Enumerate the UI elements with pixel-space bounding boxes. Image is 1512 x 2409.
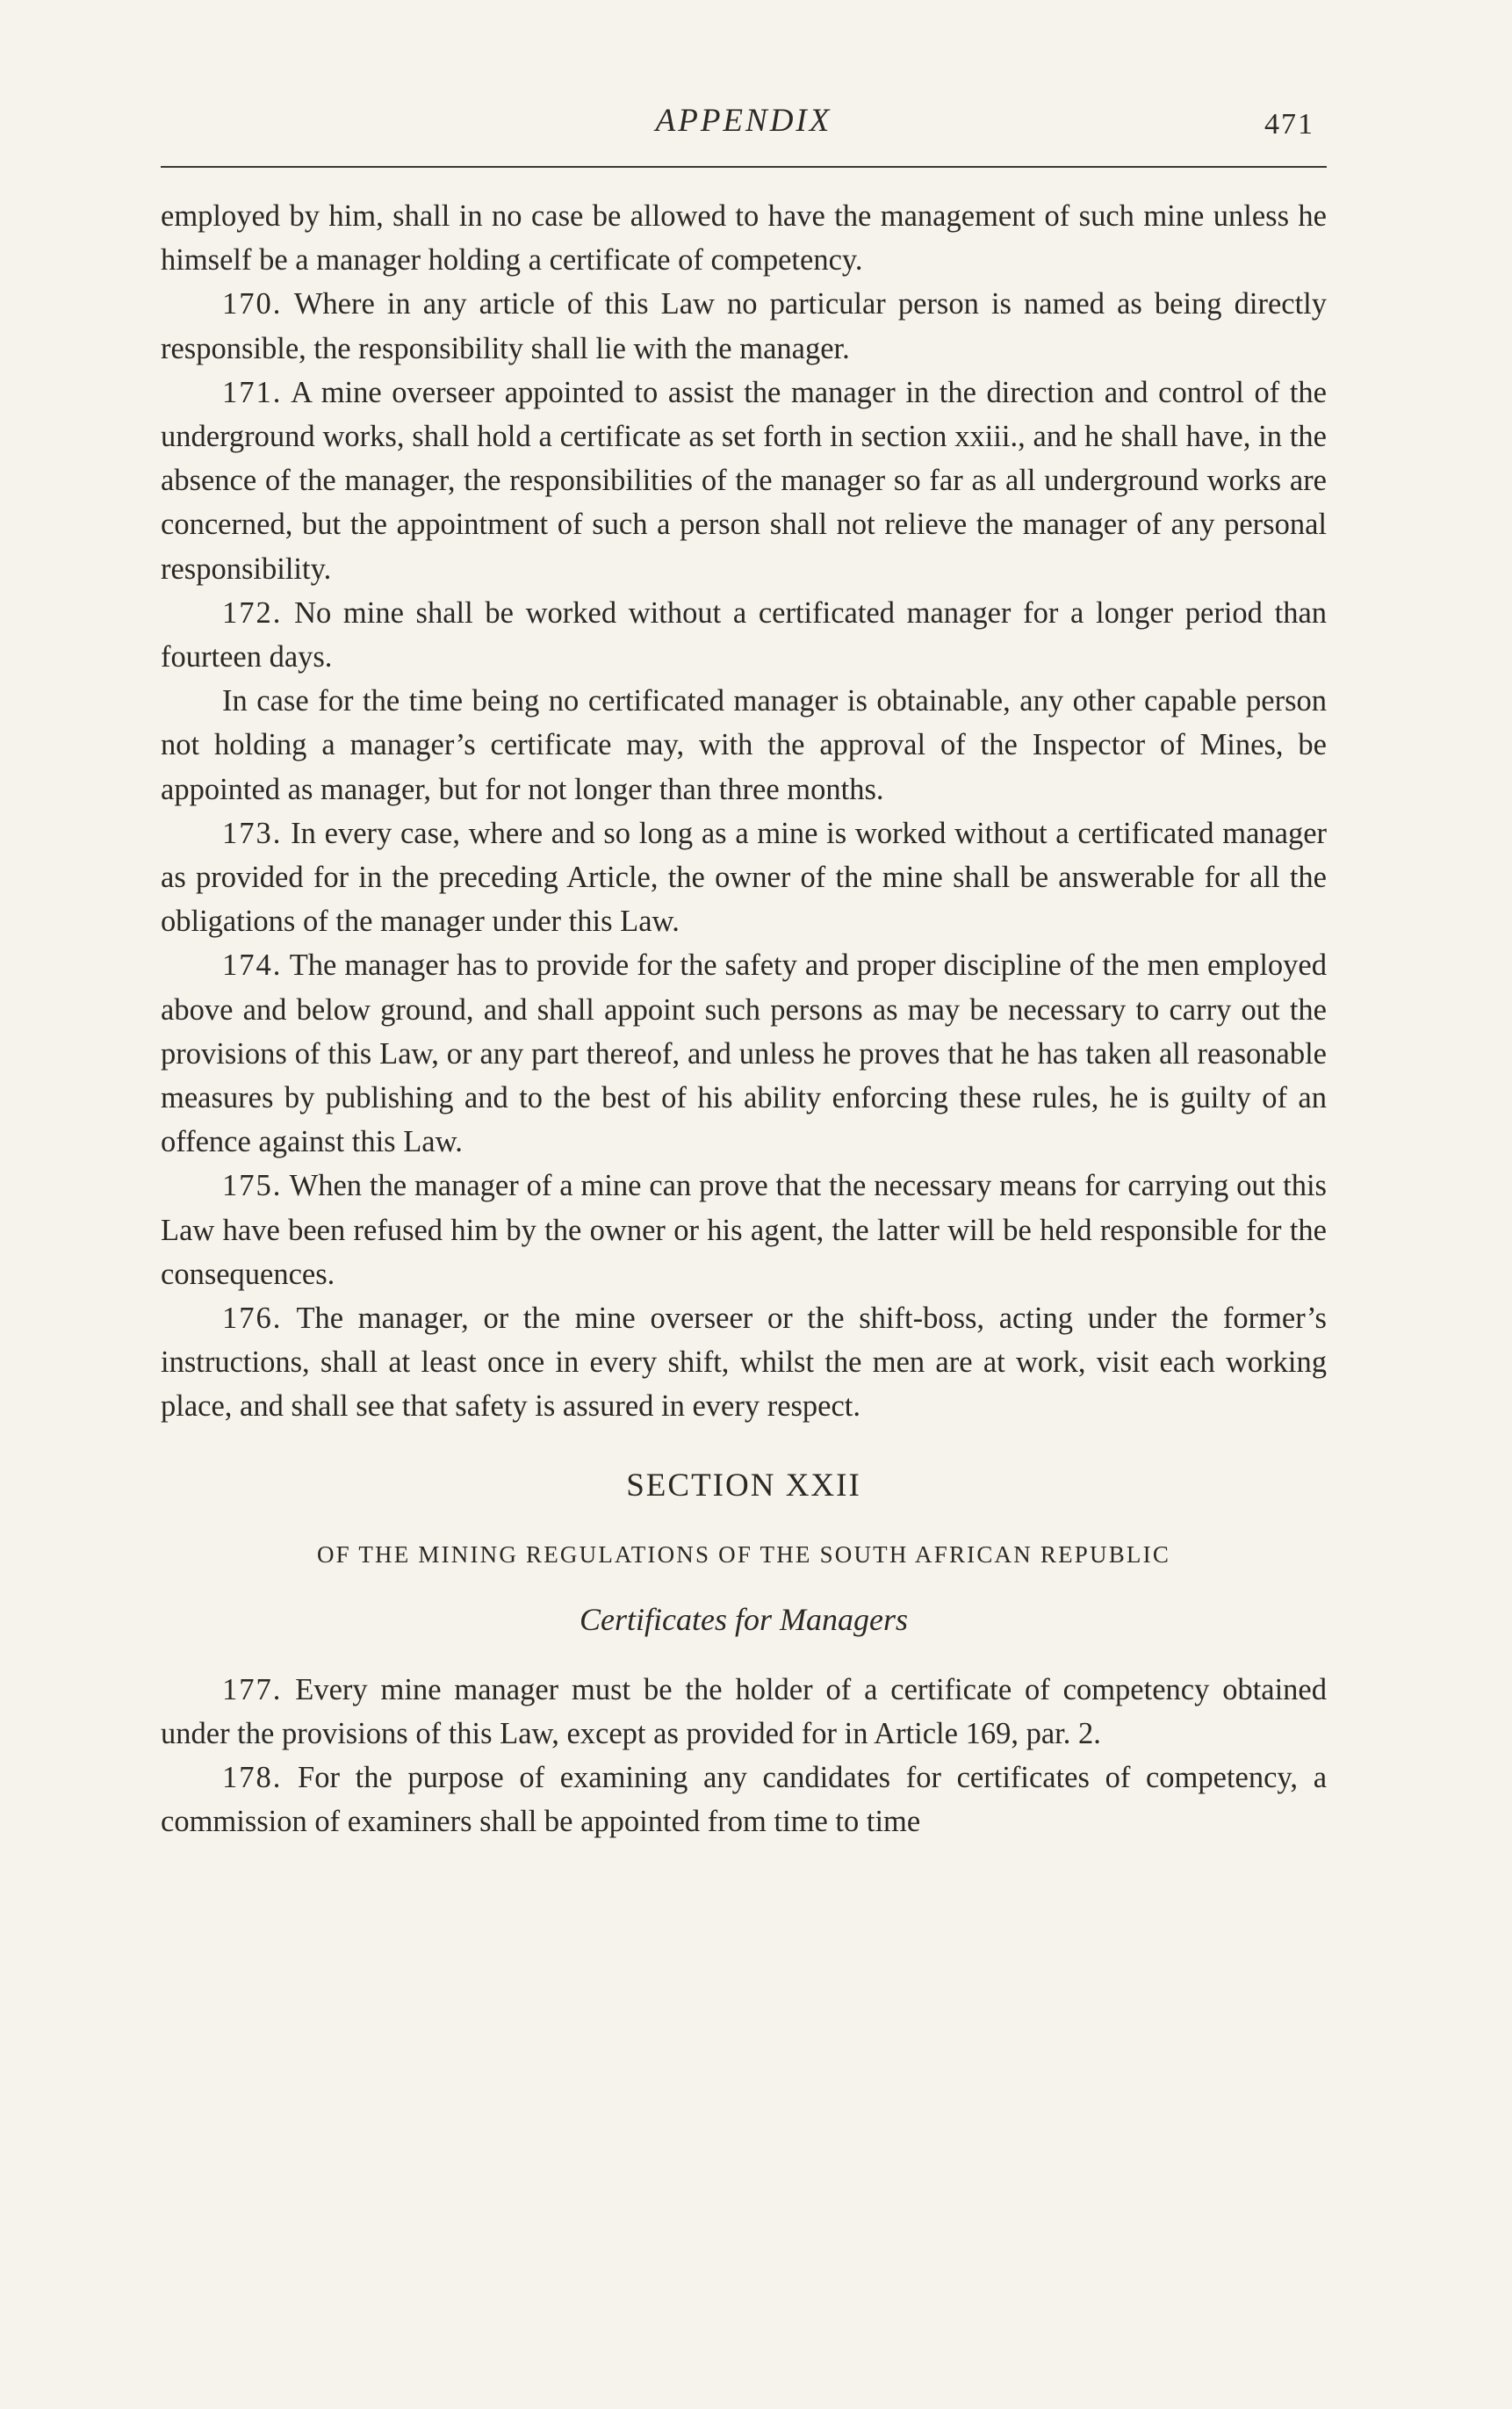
article-number: 171. — [222, 375, 283, 409]
article-173 — [161, 811, 1327, 944]
article-text: Every mine manager must be the holder of a certificate of competency obtained under the provisions of this Law, except as provided for in Article 169, par. 2. — [161, 1672, 1327, 1750]
article-number: 174. — [222, 948, 283, 983]
article-174 — [161, 943, 1327, 1164]
article-175 — [161, 1164, 1327, 1296]
article-177 — [161, 1668, 1327, 1756]
book-page — [161, 102, 1328, 1839]
article-number: 177. — [222, 1672, 283, 1706]
article-text: In every case, where and so long as a mine is worked without a certificated manager as provided for in the preceding Article, the owner of the mine shall be answerable for all the obligations of the manager under this Law. — [161, 816, 1328, 939]
article-171 — [161, 371, 1327, 591]
article-text: For the purpose of examining any candidates for certificates of competency, a commission of examiners shall be appointed from time to time — [161, 1761, 1328, 1839]
section-heading: Certificates for Managers — [580, 1601, 908, 1637]
article-number: 173. — [222, 816, 283, 850]
article-170 — [161, 282, 1327, 370]
article-172-continuation — [161, 679, 1327, 811]
article-176 — [161, 1296, 1327, 1429]
article-number: 178. — [222, 1761, 283, 1795]
continuation-paragraph: employed by him, shall in no case be allowed to have the management of such mine unless he himself be a manager holding a certificate of competency. — [161, 199, 1327, 278]
article-text: A mine overseer appointed to assist the manager in the direction and control of the underground works, shall hold a certificate as set forth in section xxiii., and he shall have, in the absence of the manager, the responsibilities of the manager so far as all underground works are concerned, but the appointment of such a person shall not relieve the manager of any personal responsibility. — [161, 375, 1327, 586]
section-subtitle: OF THE MINING REGULATIONS OF THE SOUTH AFRICAN REPUBLIC — [316, 1540, 1171, 1568]
article-number: 172. — [222, 595, 283, 630]
article-number: 175. — [222, 1169, 283, 1203]
article-text: Where in any article of this Law no particular person is named as being directly responsible, the responsibility shall lie with the manager. — [161, 287, 1327, 365]
article-number: 176. — [222, 1302, 283, 1336]
article-178 — [161, 1756, 1327, 1843]
article-text: When the manager of a mine can prove that the necessary means for carrying out this Law have been refused him by the owner or his agent, the latter will be held responsible for the consequences. — [161, 1169, 1327, 1291]
running-header — [161, 102, 1327, 155]
article-number: 170. — [222, 287, 283, 321]
article-172 — [161, 591, 1327, 679]
section-title: SECTION XXII — [626, 1467, 861, 1504]
article-text: The manager has to provide for the safety and proper discipline of the men employed above and below ground, and shall appoint such persons as may be necessary to carry out the provisions of this Law, or any part thereof, and unless he proves that he has taken all reasonable measures by publishing and to the best of his ability enforcing these rules, he is guilty of an offence against this Law. — [161, 948, 1327, 1159]
article-text: The manager, or the mine overseer or the shift-boss, acting under the former’s instructions, shall at least once in every shift, whilst the men are at work, visit each working place, and shall see that safety is assured in every respect. — [161, 1302, 1327, 1424]
header-rule — [161, 166, 1327, 168]
page-number: 471 — [1264, 108, 1314, 141]
running-title: APPENDIX — [655, 103, 832, 139]
article-text: No mine shall be worked without a certificated manager for a longer period than fourteen days. — [161, 595, 1328, 674]
article-text: In case for the time being no certificated manager is obtainable, any other capable person not holding a manager’s certificate may, with the approval of the Inspector of Mines, be appointed as manager, but for not longer than three months. — [161, 684, 1327, 806]
body-text — [161, 194, 1327, 1844]
